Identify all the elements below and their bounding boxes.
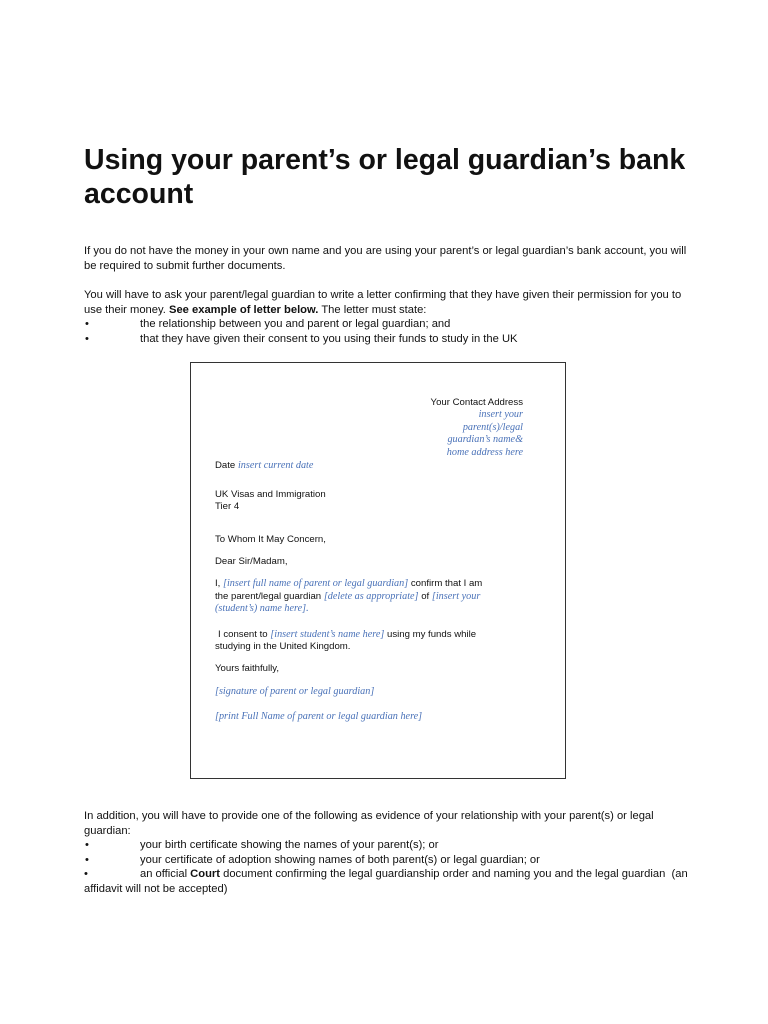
list-item xyxy=(84,867,694,896)
list-item-text: document confirming the legal guardianship order and naming you and the legal guardian xyxy=(223,868,666,880)
bullet-icon: • xyxy=(85,839,89,851)
contact-address-block xyxy=(423,397,523,459)
instruction-paragraph xyxy=(84,288,694,317)
signature-line xyxy=(215,686,374,698)
print-name-line xyxy=(215,711,422,723)
list-item-text: an official xyxy=(140,868,188,880)
consent-student-placeholder: [insert student’s name here] xyxy=(270,629,385,640)
list-item-text: your birth certificate showing the names of your parent(s); or xyxy=(140,839,439,851)
contact-placeholder-line: guardian’s name& xyxy=(447,434,523,446)
evidence-intro: In addition, you will have to provide one of the following as evidence of your relationship with your parent(s) or legal guardian: xyxy=(84,810,654,837)
date-line xyxy=(215,460,313,472)
list-item xyxy=(84,838,694,853)
student-name-placeholder: [insert your xyxy=(431,591,481,602)
instruction-tail: The letter must state: xyxy=(321,303,427,316)
contact-placeholder-line: insert your xyxy=(478,409,523,420)
example-letter xyxy=(190,362,566,779)
contact-placeholder-line: parent(s)/legal xyxy=(462,421,523,433)
intro-paragraph: If you do not have the money in your own name and you are using your parent’s or legal guardian’s bank account, you will be required to submit further documents. xyxy=(84,245,687,272)
parent-name-placeholder: [insert full name of parent or legal guardian] xyxy=(223,578,409,589)
list-item xyxy=(84,332,694,347)
letter-paragraph-line: I consent to [insert student’s name here] using my funds while xyxy=(218,629,477,640)
list-item xyxy=(84,317,694,332)
recipient-line: Tier 4 xyxy=(215,501,240,512)
signature-placeholder: [signature of parent or legal guardian] xyxy=(215,686,375,697)
bullet-icon: • xyxy=(85,853,89,866)
instruction-bold: See example of letter below. xyxy=(168,303,319,316)
salutation: Dear Sir/Madam, xyxy=(215,556,288,567)
list-item-text: your certificate of adoption showing names of both parent(s) or legal guardian; or xyxy=(140,853,540,866)
instruction-text: You will have to ask your parent/legal guardian to write a letter confirming that they have given their permission for you to use their money. xyxy=(84,289,682,316)
page-title: Using your parent’s or legal guardian’s bank account xyxy=(84,144,686,210)
list-item-text: (an affidavit will not be accepted) xyxy=(84,868,688,895)
contact-address-label: Your Contact Address xyxy=(430,397,523,408)
letter-paragraph-line xyxy=(215,603,309,615)
contact-placeholder-line: home address here xyxy=(446,446,523,458)
bullet-icon: • xyxy=(84,868,88,880)
must-state-list xyxy=(84,317,694,346)
to-whom-line: To Whom It May Concern, xyxy=(215,534,326,545)
court-bold: Court xyxy=(190,868,220,880)
print-name-placeholder: [print Full Name of parent or legal guardian here] xyxy=(215,711,423,722)
list-item-text: that they have given their consent to you using their funds to study in the UK xyxy=(140,332,518,345)
date-placeholder: insert current date xyxy=(237,460,314,471)
date-label: Date xyxy=(215,460,236,471)
letter-paragraph-line: studying in the United Kingdom. xyxy=(215,641,351,652)
student-name-placeholder-cont: (student’s) name here]. xyxy=(215,603,309,614)
list-item-text: the relationship between you and parent or legal guardian; and xyxy=(140,318,451,330)
bullet-icon: • xyxy=(85,332,89,345)
evidence-list xyxy=(84,838,694,896)
delete-placeholder: [delete as appropriate] xyxy=(323,591,419,602)
list-item xyxy=(84,853,694,868)
recipient-line: UK Visas and Immigration xyxy=(215,489,326,500)
bullet-icon: • xyxy=(85,318,89,330)
closing: Yours faithfully, xyxy=(215,663,279,674)
letter-paragraph-line: the parent/legal guardian [delete as appropriate] of [insert your xyxy=(215,591,481,602)
letter-paragraph-line: I, [insert full name of parent or legal guardian] confirm that I am xyxy=(215,578,483,589)
